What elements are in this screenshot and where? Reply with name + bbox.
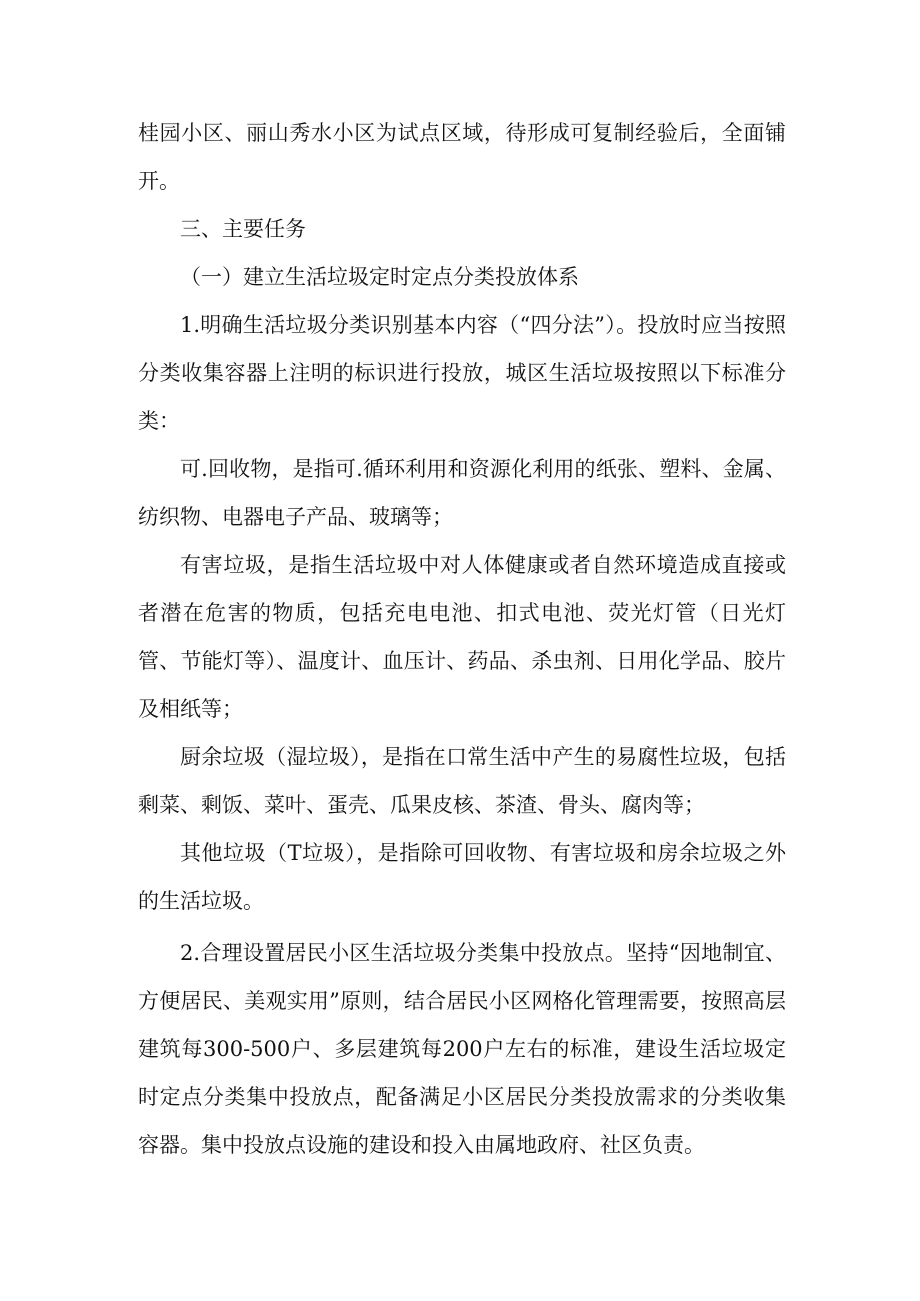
document-page [138,109,786,1169]
paragraph-item-1: 1.明确生活垃圾分类识别基本内容（“四分法”）。投放时应当按照分类收集容器上注明的标识进行投放，城区生活垃圾按照以下标准分类： [138,313,786,433]
paragraph-item-2: 2.合理设置居民小区生活垃圾分类集中投放点。坚持“因地制宜、方便居民、美观实用”原则，结合居民小区网格化管理需要，按照高层建筑每300-500户、多层建筑每200户左右的标准，建设生活垃圾定时定点分类集中投放点，配备满足小区居民分类投放需求的分类收集容器。集中投放点设施的建设和投入由属地政府、社区负责。 [138,941,786,1157]
paragraph-recyclables: 可.回收物，是指可.循环利用和资源化利用的纸张、塑料、金属、纺织物、电器电子产品、玻璃等； [138,457,786,529]
section-heading-main-tasks: 三、主要任务 [180,217,306,241]
subsection-heading-sorting-system: （一）建立生活垃圾定时定点分类投放体系 [180,265,579,289]
paragraph-other-waste: 其他垃圾（T垃圾），是指除可回收物、有害垃圾和房余垃圾之外的生活垃圾。 [138,841,786,913]
paragraph-hazardous-waste: 有害垃圾，是指生活垃圾中对人体健康或者自然环境造成直接或者潜在危害的物质，包括充电电池、扣式电池、荧光灯管（日光灯管、节能灯等）、温度计、血压计、药品、杀虫剂、日用化学品、胶片及相纸等； [138,553,786,721]
paragraph-kitchen-waste: 厨余垃圾（湿垃圾），是指在口常生活中产生的易腐性垃圾，包括剩菜、剩饭、菜叶、蛋壳、瓜果皮核、茶渣、骨头、腐肉等； [138,745,786,817]
paragraph-pilot-areas: 桂园小区、丽山秀水小区为试点区域，待形成可复制经验后，全面铺开。 [138,121,786,193]
